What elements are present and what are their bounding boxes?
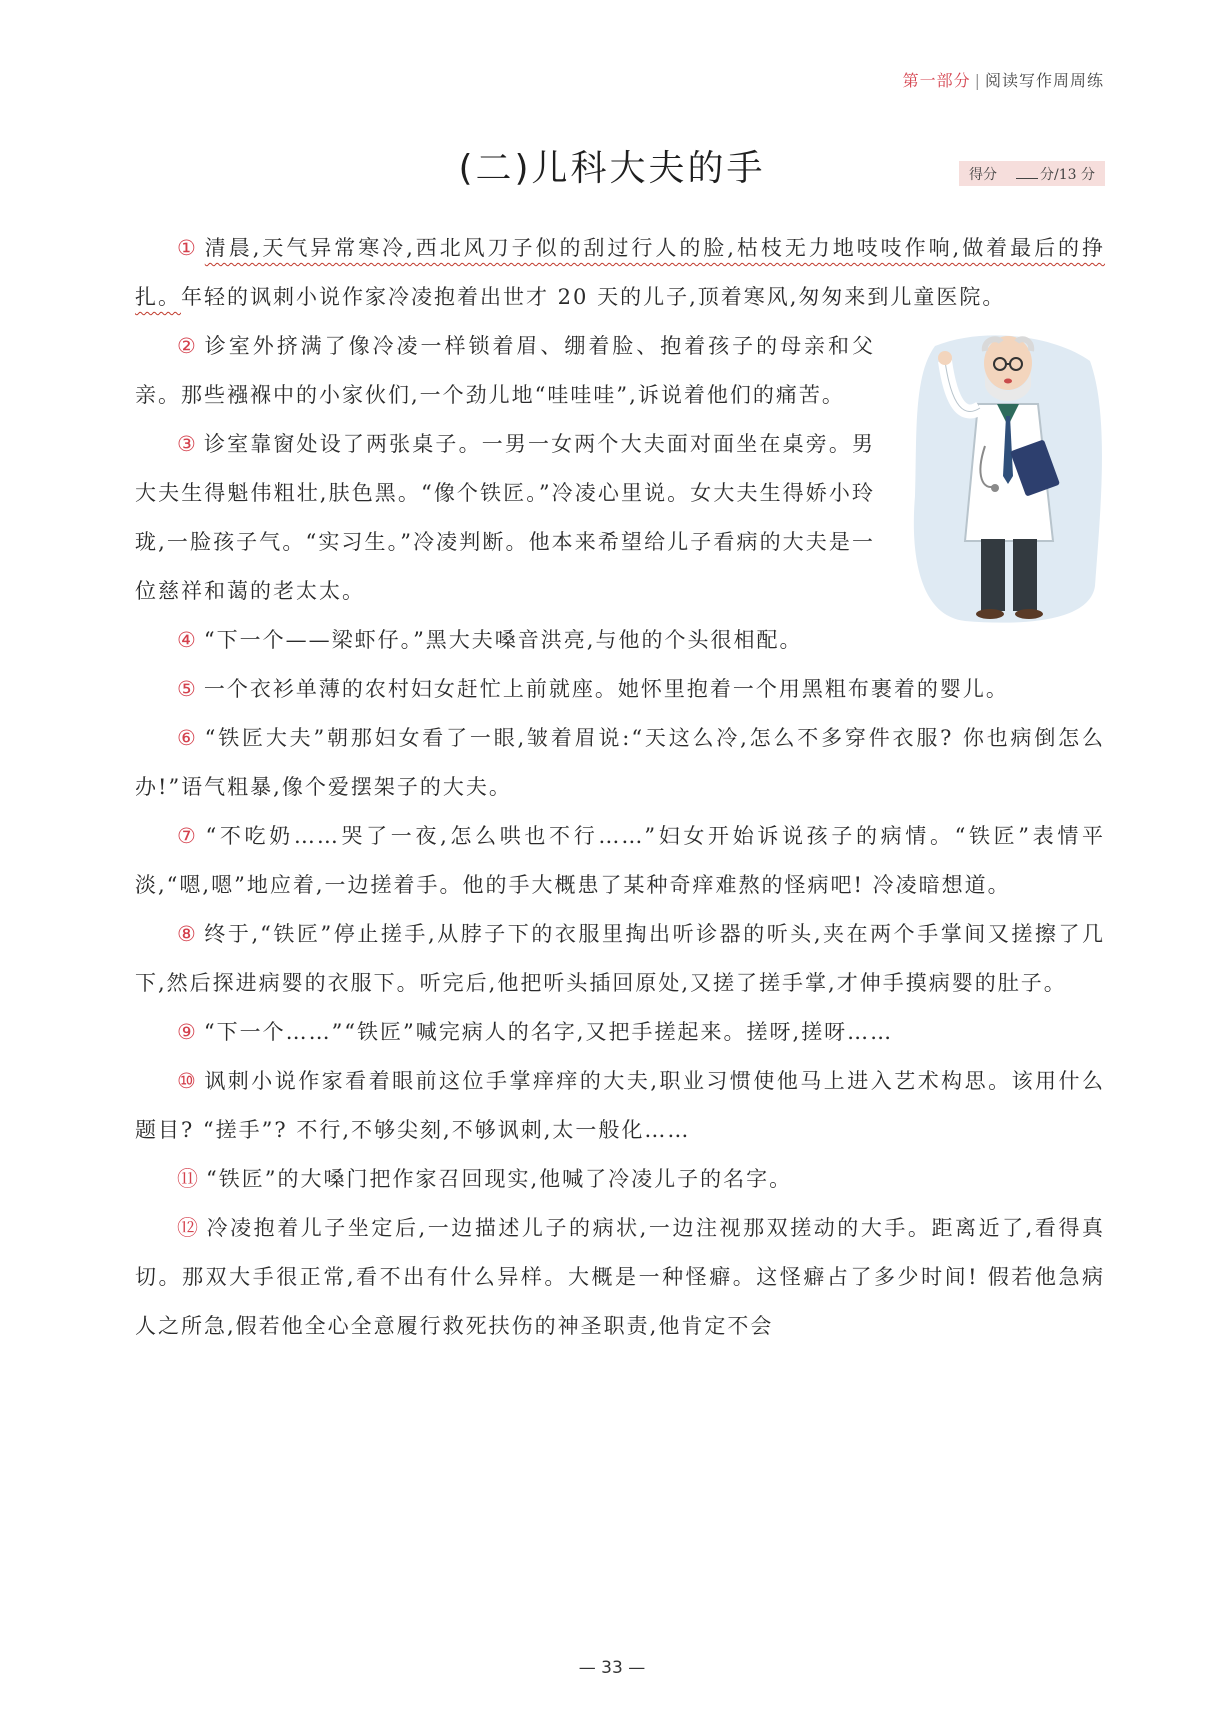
paragraph-number: ⑩ [177, 1069, 199, 1093]
paragraph-text: 诊室外挤满了像冷凌一样锁着眉、绷着脸、抱着孩子的母亲和父亲。那些襁褓中的小家伙们,一个劲儿地“哇哇哇”,诉说着他们的痛苦。 [135, 334, 875, 407]
page-number: — 33 — [578, 1658, 646, 1678]
paragraph-number: ③ [177, 432, 198, 456]
paragraph-text: 终于,“铁匠”停止搓手,从脖子下的衣服里掏出听诊器的听头,夹在两个手掌间又搓擦了几下,然后探进病婴的衣服下。听完后,他把听头插回原处,又搓了搓手掌,才伸手摸病婴的肚子。 [135, 922, 1105, 995]
paragraph-text: “铁匠”的大嗓门把作家召回现实,他喊了冷凌儿子的名字。 [206, 1167, 793, 1191]
score-total: 分/13 分 [1040, 166, 1095, 183]
score-blank[interactable] [1016, 166, 1038, 179]
paragraph-number: ⑨ [177, 1020, 198, 1044]
section-label: 第一部分 [902, 71, 971, 90]
paragraph-1 [135, 224, 1105, 322]
score-box [959, 161, 1105, 186]
paragraph-text: 诊室靠窗处设了两张桌子。一男一女两个大夫面对面坐在桌旁。男大夫生得魁伟粗壮,肤色黑。“像个铁匠。”冷凌心里说。女大夫生得娇小玲珑,一脸孩子气。“实习生。”冷凌判断。他本来希望给儿子看病的大夫是一位慈祥和蔼的老太太。 [135, 432, 876, 603]
paragraph-number: ⑤ [177, 677, 198, 701]
section-subtitle: 阅读写作周周练 [984, 71, 1104, 90]
paragraph-number: ⑫ [177, 1216, 201, 1240]
paragraph-9 [135, 1008, 1105, 1057]
article-body [135, 224, 1105, 1351]
page-header [903, 68, 1104, 91]
paragraph-8 [135, 910, 1105, 1008]
paragraph-12 [135, 1204, 1105, 1351]
paragraph-number: ① [177, 236, 199, 260]
paragraph-number: ④ [177, 628, 198, 652]
raised-hand [938, 351, 952, 365]
doctor-illustration [905, 326, 1105, 626]
paragraph-10 [135, 1057, 1105, 1155]
left-leg [981, 539, 1005, 611]
paragraph-11 [135, 1155, 1105, 1204]
paragraph-text: 年轻的讽刺小说作家冷凌抱着出世才 20 天的儿子,顶着寒风,匆匆来到儿童医院。 [181, 285, 1006, 309]
right-leg [1013, 539, 1037, 611]
wavy-underlined-sentence: 清晨,天气异常寒冷,西北风刀子似的刮过行人的脸,枯枝无力地吱吱作响,做着最后的挣扎。 [135, 236, 1106, 309]
paragraph-number: ⑥ [177, 726, 199, 750]
paragraph-7 [135, 812, 1105, 910]
paragraph-number: ② [177, 334, 199, 358]
score-label: 得分 [969, 166, 997, 183]
paragraph-number: ⑧ [177, 922, 199, 946]
paragraph-text: “铁匠大夫”朝那妇女看了一眼,皱着眉说:“天这么冷,怎么不多穿件衣服? 你也病倒怎么办!”语气粗暴,像个爱摆架子的大夫。 [135, 726, 1105, 799]
paragraph-5 [135, 665, 1105, 714]
paragraph-number: ⑪ [177, 1167, 200, 1191]
paragraph-6 [135, 714, 1105, 812]
paragraph-text: “下一个……”“铁匠”喊完病人的名字,又把手搓起来。搓呀,搓呀…… [203, 1020, 894, 1044]
header-divider: | [974, 71, 981, 90]
paragraph-number: ⑦ [177, 824, 200, 848]
paragraph-text: 讽刺小说作家看着眼前这位手掌痒痒的大夫,职业习惯使他马上进入艺术构思。该用什么题目? “搓手”? 不行,不够尖刻,不够讽刺,太一般化…… [135, 1069, 1106, 1142]
paragraph-text: “不吃奶……哭了一夜,怎么哄也不行……”妇女开始诉说孩子的病情。“铁匠”表情平淡,“嗯,嗯”地应着,一边搓着手。他的手大概患了某种奇痒难熬的怪病吧! 冷凌暗想道。 [135, 824, 1105, 897]
article-title: (二)儿科大夫的手 [458, 148, 766, 189]
paragraph-text: 一个衣衫单薄的农村妇女赶忙上前就座。她怀里抱着一个用黑粗布裹着的婴儿。 [203, 677, 1009, 701]
paragraph-text: “下一个——梁虾仔。”黑大夫嗓音洪亮,与他的个头很相配。 [203, 628, 803, 652]
paragraph-text: 冷凌抱着儿子坐定后,一边描述儿子的病状,一边注视那双搓动的大手。距离近了,看得真切。那双大手很正常,看不出有什么异样。大概是一种怪癖。这怪癖占了多少时间! 假若他急病人之所急,假若他全心全意履行救死扶伤的神圣职责,他肯定不会 [135, 1216, 1106, 1338]
